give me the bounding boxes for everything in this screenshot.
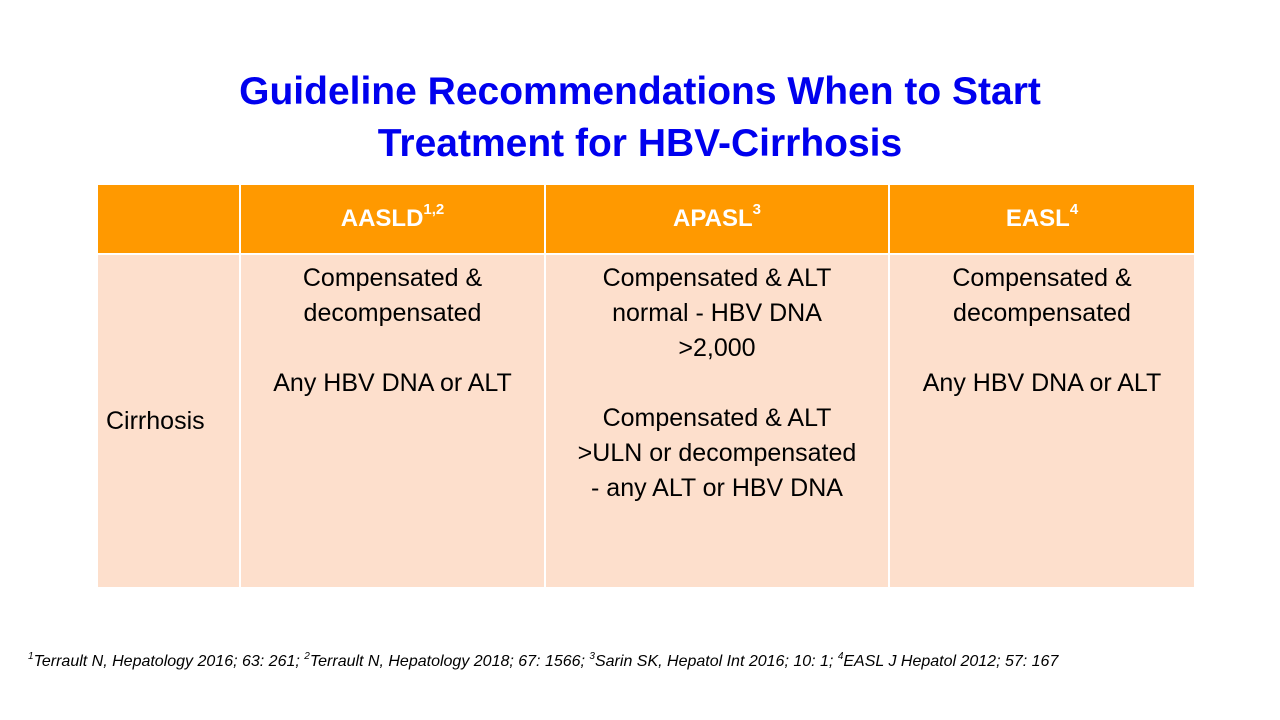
slide-title-line-1: Guideline Recommendations When to Start [239,70,1041,113]
cell-easl [889,254,1195,588]
header-aasld-ref: 1,2 [423,201,445,218]
cell-easl-line: Any HBV DNA or ALT [922,369,1162,397]
row-label-cirrhosis: Cirrhosis [97,254,240,588]
footnote-ref-text: Sarin SK, Hepatol Int 2016; 10: 1; [594,653,838,670]
guideline-table [96,183,1196,589]
footnote-ref-number: 4 [837,651,844,662]
cell-apasl-line: normal - HBV DNA [612,299,822,327]
header-easl [889,184,1195,254]
footnote-ref-number: 3 [589,651,595,662]
cell-aasld-line: Any HBV DNA or ALT [273,369,512,397]
cell-aasld-line: Compensated & [302,264,483,292]
cell-apasl-line: Compensated & ALT [602,264,832,292]
header-apasl-label: APASL [673,205,753,232]
cell-easl-line: Compensated & [952,264,1132,292]
footnote-references [28,653,1268,671]
footnote-ref-text: EASL J Hepatol 2012; 57: 167 [843,653,1059,670]
footnote-ref-text: Terrault N, Hepatology 2016; 63: 261; [33,653,305,670]
cell-apasl [545,254,889,588]
header-aasld-label: AASLD [340,205,424,232]
table-row-cirrhosis [97,254,1195,588]
header-empty-cell [97,184,240,254]
cell-aasld [240,254,545,588]
header-apasl-ref: 3 [752,201,761,218]
header-easl-label: EASL [1005,205,1070,232]
footnote-ref-number: 1 [28,651,34,662]
cell-apasl-line: - any ALT or HBV DNA [591,474,843,502]
cell-aasld-line: decompensated [303,299,482,327]
cell-apasl-line: Compensated & ALT [602,404,832,432]
slide-title-line-2: Treatment for HBV-Cirrhosis [377,122,903,165]
header-aasld [240,184,545,254]
footnote-ref-number: 2 [304,651,310,662]
footnote-ref-text: Terrault N, Hepatology 2018; 67: 1566; [309,653,590,670]
slide-title [140,66,1140,170]
cell-easl-line: decompensated [953,299,1131,327]
cell-apasl-line: >2,000 [678,334,756,362]
table-header-row [97,184,1195,254]
cell-apasl-line: >ULN or decompensated [577,439,857,467]
header-easl-ref: 4 [1069,201,1079,218]
header-apasl [545,184,889,254]
